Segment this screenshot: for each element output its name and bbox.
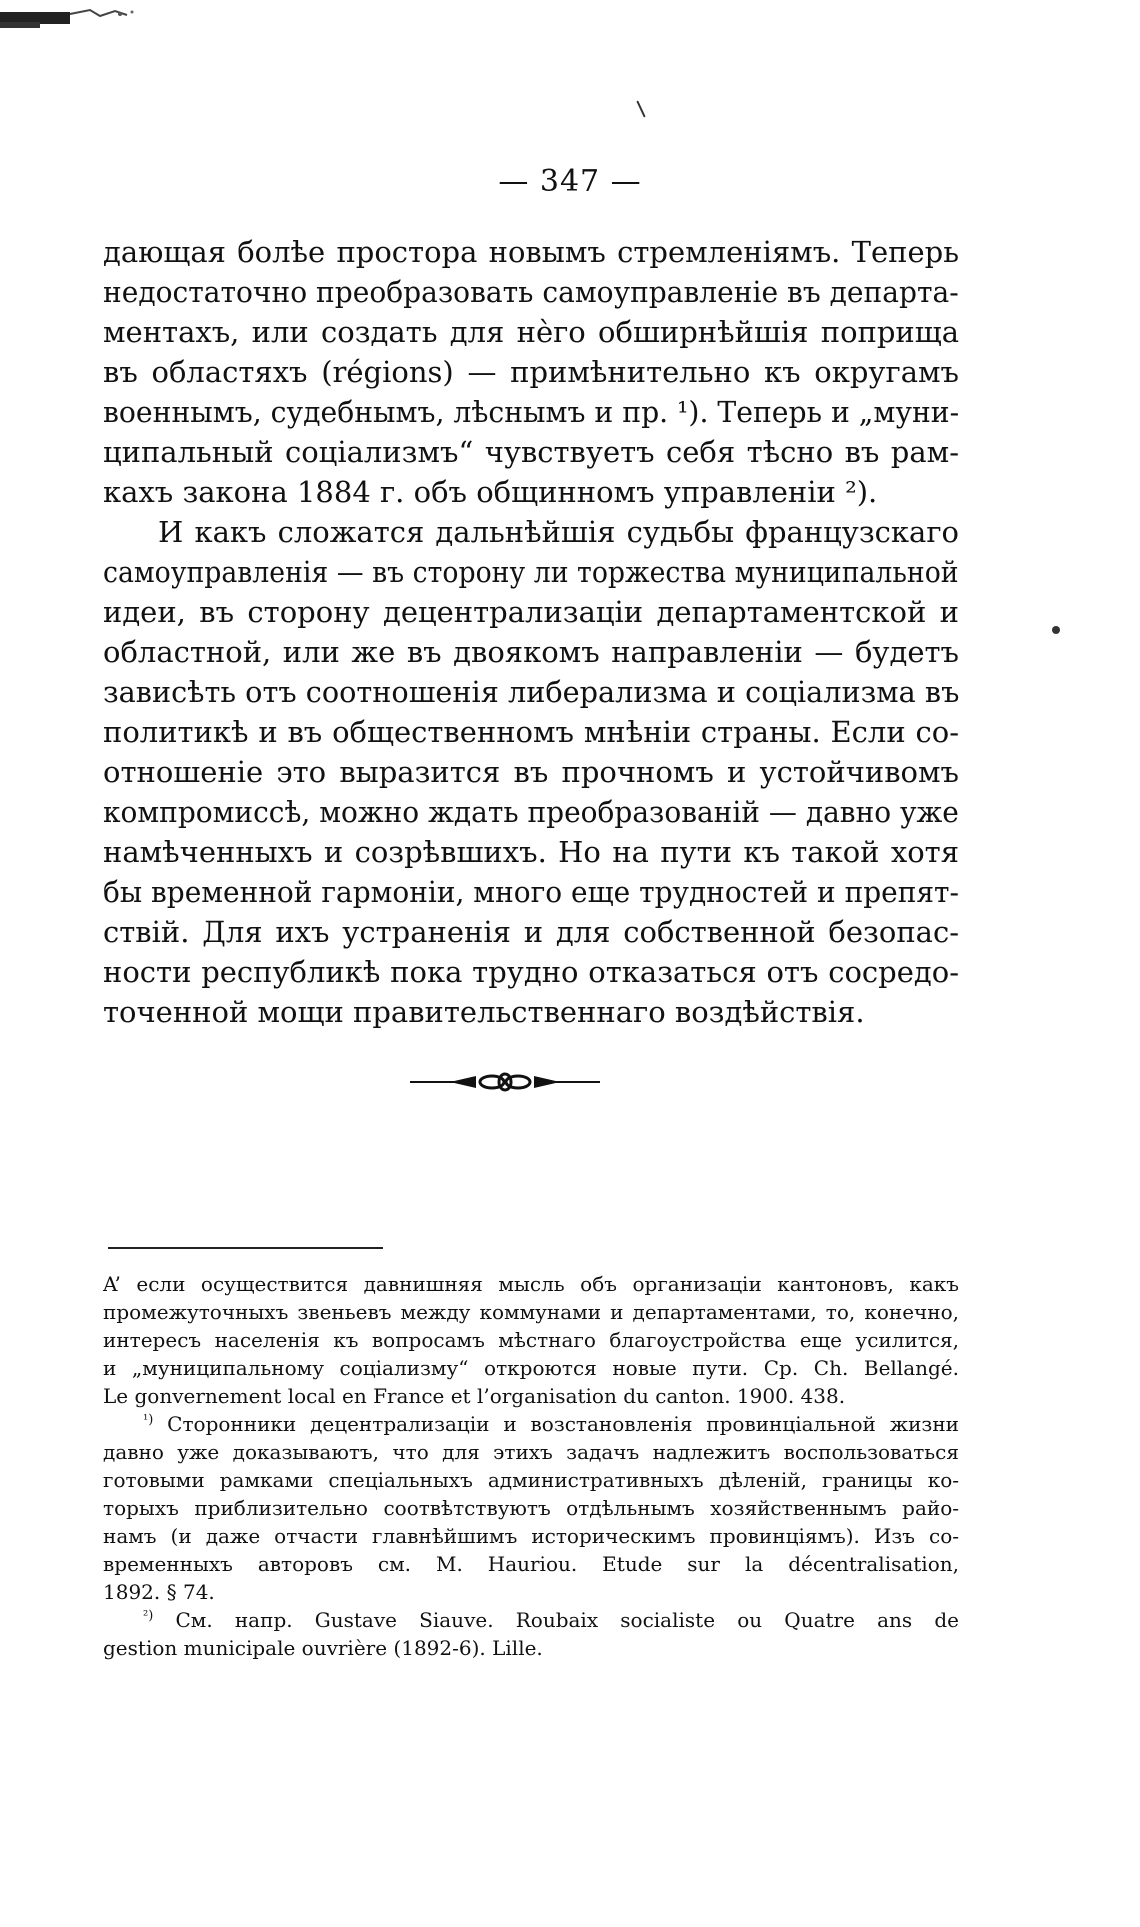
scan-speck	[636, 100, 645, 117]
body-line: ментахъ, или создать для нѐго обширнѣйшія поприща	[103, 315, 959, 349]
footnote-line: промежуточныхъ звеньевъ между коммунами и департаментами, то, конечно,	[103, 1300, 959, 1324]
body-line: дающая болѣе простора новымъ стремленіямъ. Теперь	[103, 235, 959, 269]
footnote-line: намъ (и даже отчасти главнѣйшимъ историческимъ провинціямъ). Изъ со-	[103, 1524, 959, 1548]
footnote-line: временныхъ авторовъ см. M. Hauriou. Etude sur la décentralisation,	[103, 1552, 959, 1576]
footnote-1	[103, 1410, 959, 1438]
body-line: ципальный соціализмъ“ чувствуетъ себя тѣсно въ рам-	[103, 435, 959, 469]
body-line: областной, или же въ двоякомъ направленіи — будетъ	[103, 635, 959, 669]
body-line: бы временной гармоніи, много еще трудностей и препят-	[103, 875, 959, 909]
footnote-separator	[108, 1247, 383, 1249]
body-line: зависѣть отъ соотношенія либерализма и соціализма въ	[103, 675, 960, 709]
footnote-marker: ²)	[143, 1608, 154, 1624]
footnote-line: и „муниципальному соціализму“ откроются новые пути. Ср. Ch. Bellangé.	[103, 1356, 959, 1380]
body-line: И какъ сложатся дальнѣйшія судьбы французскаго	[158, 515, 959, 549]
footnote-line: 1892. § 74.	[103, 1580, 215, 1604]
footnote-line: торыхъ приблизительно соотвѣтствуютъ отдѣльнымъ хозяйственнымъ райо-	[103, 1496, 959, 1520]
page-number: — 347 —	[498, 164, 642, 199]
body-line: самоуправленія — въ сторону ли торжества муниципальной	[103, 555, 959, 589]
scan-artifact	[0, 0, 160, 40]
footnote-2	[103, 1606, 959, 1634]
body-line: политикѣ и въ общественномъ мнѣніи страны. Если со-	[103, 715, 959, 749]
body-text	[103, 232, 959, 1032]
footnote-marker: ¹)	[143, 1412, 154, 1428]
body-line: недостаточно преобразовать самоуправленіе въ департа-	[103, 275, 959, 309]
body-line: компромиссѣ, можно ждать преобразованій — давно уже	[103, 795, 959, 829]
body-line: точенной мощи правительственнаго воздѣйствія.	[103, 995, 865, 1029]
footnote-line: Сторонники децентрализаціи и возстановленія провинціальной жизни	[167, 1412, 959, 1436]
footnote-line: готовыми рамками спеціальныхъ административныхъ дѣленій, границы ко-	[103, 1468, 959, 1492]
body-line: кахъ закона 1884 г. объ общинномъ управленіи ²).	[103, 475, 878, 509]
body-line: военнымъ, судебнымъ, лѣснымъ и пр. ¹). Теперь и „муни-	[103, 395, 960, 429]
footnote-line: См. напр. Gustave Siauve. Roubaix socialiste ou Quatre ans de	[175, 1608, 959, 1632]
ornamental-divider	[410, 1070, 600, 1094]
footnote-line: Le gonvernement local en France et l’organisation du canton. 1900. 438.	[103, 1384, 846, 1408]
footnote-line: A’ если осуществится давнишняя мысль объ организаціи кантоновъ, какъ	[103, 1272, 959, 1296]
body-line: ности республикѣ пока трудно отказаться отъ сосредо-	[103, 955, 959, 989]
body-line: идеи, въ сторону децентрализаціи департаментской и	[103, 595, 959, 629]
footnote-line: интересъ населенія къ вопросамъ мѣстнаго благоустройства еще усилится,	[103, 1328, 959, 1352]
footnote-line: gestion municipale ouvrière (1892-6). Lille.	[103, 1636, 543, 1660]
footnotes	[103, 1270, 959, 1662]
body-line: намѣченныхъ и созрѣвшихъ. Но на пути къ такой хотя	[103, 835, 959, 869]
scan-speck	[1052, 626, 1060, 634]
body-line: ствій. Для ихъ устраненія и для собственной безопас-	[103, 915, 959, 949]
footnote-line: давно уже доказываютъ, что для этихъ задачъ надлежитъ воспользоваться	[103, 1440, 959, 1464]
body-line: въ областяхъ (régions) — примѣнительно къ округамъ	[103, 355, 959, 389]
body-line: отношеніе это выразится въ прочномъ и устойчивомъ	[103, 755, 959, 789]
